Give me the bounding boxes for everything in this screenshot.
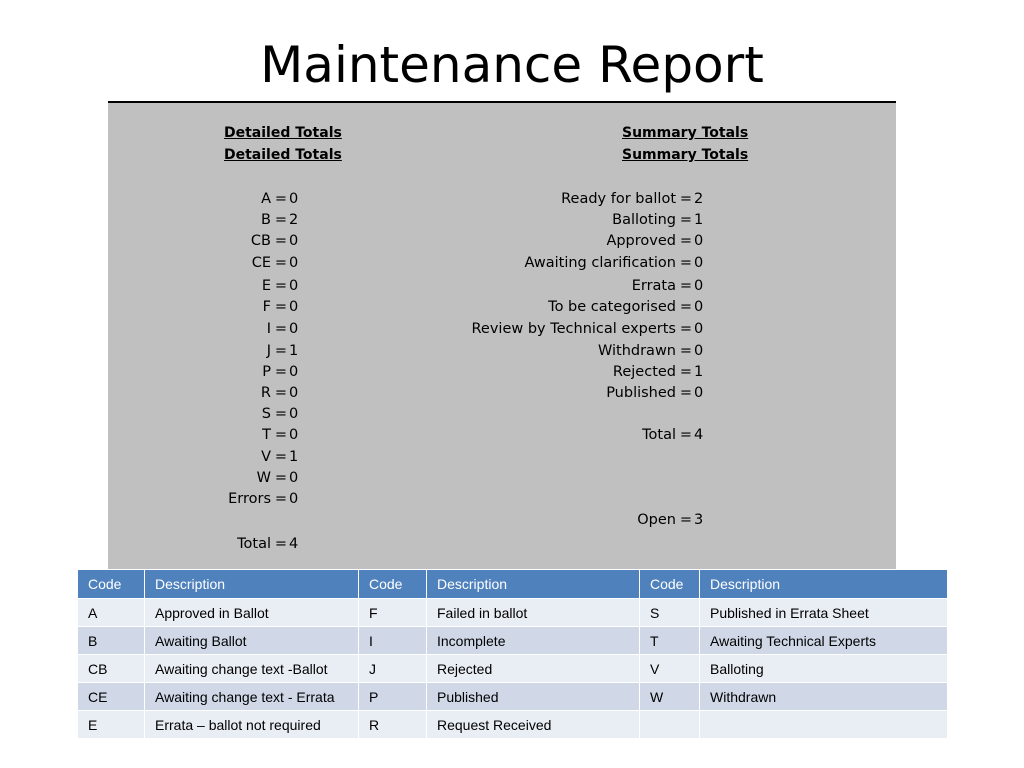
- detailed-item-value: 2: [289, 212, 299, 228]
- legend-description-cell: Balloting: [700, 655, 948, 683]
- summary-item-value: 0: [694, 343, 704, 359]
- summary-item-label: Approved: [606, 233, 676, 249]
- summary-totals-heading: Summary Totals: [622, 125, 749, 141]
- detailed-item-value: 0: [289, 427, 299, 443]
- legend-code-cell: V: [640, 655, 700, 683]
- equals-sign: =: [274, 385, 288, 401]
- detailed-item-label: A: [261, 191, 271, 207]
- detailed-item-value: 0: [289, 233, 299, 249]
- legend-description-cell: Rejected: [427, 655, 640, 683]
- equals-sign: =: [679, 364, 693, 380]
- equals-sign: =: [679, 343, 693, 359]
- summary-total-value: 4: [694, 427, 704, 443]
- equals-sign: =: [679, 191, 693, 207]
- detailed-item-value: 0: [289, 321, 299, 337]
- legend-code-cell: R: [359, 711, 427, 739]
- table-row: [78, 627, 948, 655]
- detailed-item-label: V: [261, 449, 271, 465]
- detailed-item-label: CB: [250, 233, 271, 249]
- detailed-item-value: 0: [289, 491, 299, 507]
- legend-description-cell: Withdrawn: [700, 683, 948, 711]
- equals-sign: =: [274, 536, 288, 552]
- summary-item-value: 0: [694, 233, 704, 249]
- table-row: [78, 655, 948, 683]
- legend-code-cell: [640, 711, 700, 739]
- legend-description-cell: Published: [427, 683, 640, 711]
- equals-sign: =: [274, 449, 288, 465]
- equals-sign: =: [679, 427, 693, 443]
- summary-item-value: 0: [694, 321, 704, 337]
- legend-header-row: [78, 570, 948, 599]
- legend-description-cell: Awaiting Ballot: [145, 627, 359, 655]
- legend-code-cell: P: [359, 683, 427, 711]
- summary-item-label: To be categorised: [548, 299, 676, 315]
- legend-description-cell: Awaiting change text -Ballot: [145, 655, 359, 683]
- equals-sign: =: [679, 255, 693, 271]
- legend-code-cell: T: [640, 627, 700, 655]
- equals-sign: =: [274, 364, 288, 380]
- legend-description-cell: Awaiting change text - Errata: [145, 683, 359, 711]
- legend-header-description: Description: [427, 570, 640, 599]
- equals-sign: =: [274, 191, 288, 207]
- summary-item-label: Rejected: [612, 364, 676, 380]
- legend-code-cell: J: [359, 655, 427, 683]
- legend-header-description: Description: [145, 570, 359, 599]
- summary-item-label: Withdrawn: [597, 343, 676, 359]
- legend-code-cell: W: [640, 683, 700, 711]
- equals-sign: =: [679, 212, 693, 228]
- detailed-item-value: 1: [289, 449, 299, 465]
- legend-code-cell: CE: [78, 683, 145, 711]
- detailed-item-value: 0: [289, 278, 299, 294]
- legend-description-cell: Failed in ballot: [427, 599, 640, 627]
- equals-sign: =: [274, 427, 288, 443]
- legend-code-cell: F: [359, 599, 427, 627]
- equals-sign: =: [679, 299, 693, 315]
- legend-description-cell: Incomplete: [427, 627, 640, 655]
- legend-header-description: Description: [700, 570, 948, 599]
- legend-description-cell: Approved in Ballot: [145, 599, 359, 627]
- legend-description-cell: Request Received: [427, 711, 640, 739]
- equals-sign: =: [274, 233, 288, 249]
- code-legend-table: [77, 569, 948, 739]
- detailed-totals-heading: Detailed Totals: [224, 125, 342, 141]
- legend-description-cell: Published in Errata Sheet: [700, 599, 948, 627]
- report-panel: [108, 101, 896, 573]
- detailed-item-label: CE: [251, 255, 271, 271]
- detailed-item-label: R: [260, 385, 271, 401]
- detailed-item-value: 0: [289, 470, 299, 486]
- legend-description-cell: Awaiting Technical Experts: [700, 627, 948, 655]
- summary-item-value: 0: [694, 299, 704, 315]
- summary-item-value: 0: [694, 255, 704, 271]
- equals-sign: =: [274, 321, 288, 337]
- equals-sign: =: [679, 233, 693, 249]
- detailed-item-label: T: [262, 427, 271, 443]
- table-row: [78, 599, 948, 627]
- legend-code-cell: E: [78, 711, 145, 739]
- equals-sign: =: [274, 470, 288, 486]
- detailed-item-label: P: [262, 364, 271, 380]
- page-title: Maintenance Report: [260, 36, 764, 94]
- table-row: [78, 683, 948, 711]
- legend-header-code: Code: [359, 570, 427, 599]
- equals-sign: =: [679, 385, 693, 401]
- summary-item-label: Ready for ballot: [561, 191, 676, 207]
- summary-item-label: Published: [606, 385, 676, 401]
- detailed-item-value: 0: [289, 191, 299, 207]
- legend-description-cell: Errata – ballot not required: [145, 711, 359, 739]
- summary-item-label: Balloting: [612, 212, 676, 228]
- detailed-item-value: 0: [289, 364, 299, 380]
- detailed-item-value: 0: [289, 255, 299, 271]
- summary-open-label: Open: [637, 512, 676, 528]
- detailed-item-label: J: [266, 343, 271, 359]
- equals-sign: =: [274, 212, 288, 228]
- equals-sign: =: [274, 278, 288, 294]
- summary-item-value: 1: [694, 212, 704, 228]
- detailed-total-label: Total: [237, 536, 271, 552]
- equals-sign: =: [679, 278, 693, 294]
- equals-sign: =: [274, 406, 288, 422]
- detailed-total-value: 4: [289, 536, 299, 552]
- legend-code-cell: S: [640, 599, 700, 627]
- detailed-item-label: B: [261, 212, 271, 228]
- detailed-item-label: F: [262, 299, 271, 315]
- summary-total-label: Total: [642, 427, 676, 443]
- detailed-item-label: E: [261, 278, 271, 294]
- summary-item-value: 2: [694, 191, 704, 207]
- legend-header-code: Code: [78, 570, 145, 599]
- summary-item-value: 0: [694, 385, 704, 401]
- detailed-item-value: 0: [289, 385, 299, 401]
- equals-sign: =: [274, 255, 288, 271]
- legend-description-cell: [700, 711, 948, 739]
- legend-code-cell: CB: [78, 655, 145, 683]
- detailed-item-value: 0: [289, 406, 299, 422]
- equals-sign: =: [274, 491, 288, 507]
- table-row: [78, 711, 948, 739]
- summary-item-value: 1: [694, 364, 704, 380]
- legend-header-code: Code: [640, 570, 700, 599]
- detailed-item-label: S: [261, 406, 271, 422]
- legend-code-cell: A: [78, 599, 145, 627]
- legend-code-cell: I: [359, 627, 427, 655]
- detailed-item-label: W: [256, 470, 271, 486]
- detailed-item-value: 1: [289, 343, 299, 359]
- detailed-item-value: 0: [289, 299, 299, 315]
- equals-sign: =: [274, 343, 288, 359]
- summary-item-value: 0: [694, 278, 704, 294]
- summary-item-label: Review by Technical experts: [471, 321, 676, 337]
- equals-sign: =: [679, 321, 693, 337]
- detailed-item-label: I: [266, 321, 271, 337]
- summary-totals-heading: Summary Totals: [622, 147, 749, 163]
- legend-code-cell: B: [78, 627, 145, 655]
- summary-item-label: Errata: [631, 278, 676, 294]
- equals-sign: =: [274, 299, 288, 315]
- detailed-item-label: Errors: [228, 491, 271, 507]
- detailed-totals-heading: Detailed Totals: [224, 147, 342, 163]
- summary-item-label: Awaiting clarification: [524, 255, 676, 271]
- summary-open-value: 3: [694, 512, 704, 528]
- equals-sign: =: [679, 512, 693, 528]
